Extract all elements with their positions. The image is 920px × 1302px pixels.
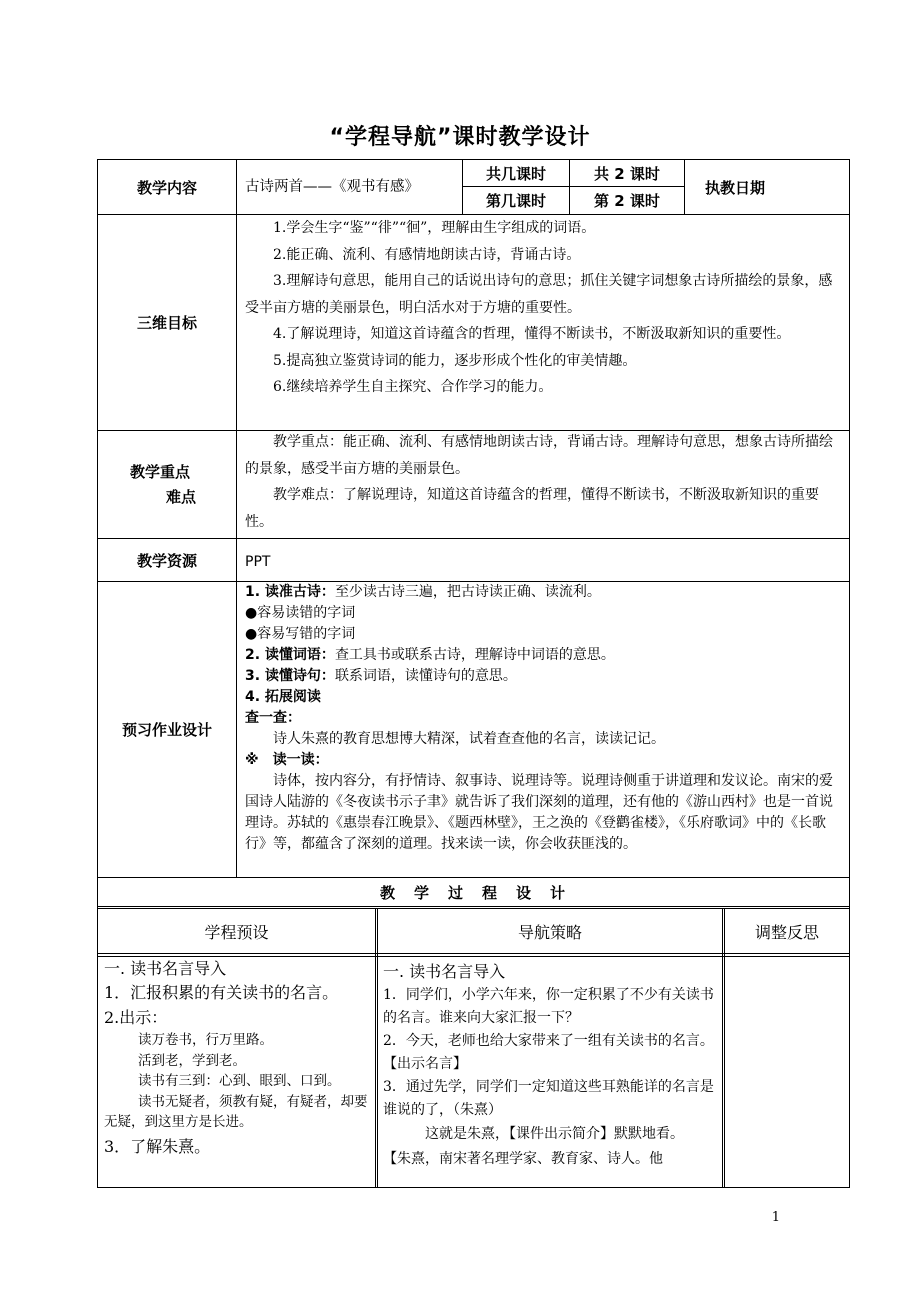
goal-item: 6.继续培养学生自主探究、合作学习的能力。	[273, 379, 553, 395]
goal-item: 3.理解诗句意思，能用自己的话说出诗句的意思；抓住关键字词想象古诗所描绘的景象，感受半亩方塘的美丽景色，明白活水对于方塘的重要性。	[245, 273, 833, 316]
middle-para: 2．今天，老师也给大家带来了一组有关读书的名言。【出示名言】	[383, 1033, 714, 1072]
left-line: 3．了解朱熹。	[104, 1136, 211, 1156]
process-banner: 教 学 过 程 设 计	[379, 883, 567, 902]
goal-item: 1.学会生字“鉴”“徘”“徊”，理解由生字组成的词语。	[273, 220, 596, 236]
keypoint-item: 教学难点：了解说理诗，知道这首诗蕴含的哲理，懂得不断读书，不断汲取新知识的重要性。	[245, 487, 819, 530]
quote: 活到老，学到老。	[138, 1052, 246, 1069]
middle-para: 1．同学们，小学六年来，你一定积累了不少有关读书的名言。谁来向大家汇报一下？	[383, 987, 714, 1026]
quote: 读书有三到：心到、眼到、口到。	[138, 1073, 341, 1089]
col-header-strategy: 导航策略	[517, 922, 582, 942]
goals-list	[245, 215, 841, 401]
left-line: 2.出示：	[104, 1008, 168, 1027]
preview-item3-text: 联系词语，读懂诗句的意思。	[334, 668, 517, 684]
preview-check-text: 诗人朱熹的教育思想博大精深，试着查查他的名言，读读记记。	[273, 731, 665, 747]
left-line: 1．汇报积累的有关读书的名言。	[104, 983, 339, 1002]
content-value: 古诗两首——《观书有感》	[245, 179, 419, 195]
middle-para: 这就是朱熹，【课件出示简介】默默地看。	[425, 1126, 684, 1142]
keypoints-text	[245, 429, 841, 535]
goal-item: 4.了解说理诗，知道这首诗蕴含的哲理，懂得不断读书，不断汲取新知识的重要性。	[273, 326, 791, 342]
preview-bullet: ●容易写错的字词	[245, 626, 356, 642]
preview-read-head: ※ 读一读：	[245, 752, 329, 768]
goal-item: 2.能正确、流利、有感情地朗读古诗，背诵古诗。	[273, 246, 581, 263]
preview-item3-head: 3. 读懂诗句：	[245, 668, 335, 684]
preview-check-head: 查一查：	[245, 710, 301, 726]
middle-para: 3．通过先学，同学们一定知道这些耳熟能详的名言是谁说的了，（朱熹）	[383, 1079, 714, 1118]
page-number: 1	[771, 1210, 780, 1225]
preview-item2-text: 查工具书或联系古诗，理解诗中词语的意思。	[334, 647, 615, 663]
middle-para: 【朱熹，南宋著名理学家、教育家、诗人。他	[383, 1151, 663, 1167]
goal-item: 5.提高独立鉴赏诗词的能力，逐步形成个性化的审美情趣。	[273, 352, 637, 369]
preview-item1-text: 至少读古诗三遍，把古诗读正确、读流利。	[334, 584, 601, 600]
keypoints-label	[98, 460, 236, 510]
process-left	[104, 958, 370, 1161]
keypoints-label-1: 教学重点	[130, 463, 191, 481]
preview-read-text: 诗体，按内容分，有抒情诗、叙事诗、说理诗等。说理诗侧重于讲道理和发议论。南宋的爱国诗人陆游的《冬夜读书示子聿》就告诉了我们深刻的道理，还有他的《游山西村》也是一首说理诗。苏轼的《惠崇春江晚景》、《题西林壁》，王之涣的《登鹳雀楼》，《乐府歌词》中的《长歌行》等，都蕴含了深刻的道理。找来读一读，你会收获匪浅的。	[245, 773, 833, 852]
preview-item4-head: 4. 拓展阅读	[245, 689, 321, 705]
resources-value: PPT	[245, 554, 271, 570]
preview-bullet: ●容易读错的字词	[245, 605, 356, 621]
teaching-date-label: 执教日期	[704, 178, 765, 197]
current-lesson-label: 第几课时	[485, 192, 546, 210]
total-lessons-label: 共几课时	[485, 164, 546, 183]
quote: 读书无疑者，须教有疑，有疑者，却要无疑，到这里方是长进。	[104, 1093, 368, 1130]
col-header-reflection: 调整反思	[754, 922, 819, 942]
current-lesson-value: 第 2 课时	[594, 192, 660, 210]
content-label: 教学内容	[136, 178, 197, 197]
col-header-learning: 学程预设	[204, 922, 269, 942]
middle-heading: 一. 读书名言导入	[383, 962, 506, 981]
keypoints-label-2: 难点	[166, 488, 197, 506]
left-heading: 一. 读书名言导入	[104, 959, 227, 978]
preview-label: 预习作业设计	[121, 721, 212, 739]
page-title: “学程导航”课时教学设计	[329, 125, 591, 150]
preview-item2-head: 2. 读懂词语：	[245, 647, 335, 663]
total-lessons-value: 共 2 课时	[594, 164, 660, 183]
resources-label: 教学资源	[136, 551, 197, 570]
goals-label: 三维目标	[136, 314, 197, 332]
preview-item1-head: 1. 读准古诗：	[245, 584, 335, 600]
process-middle	[383, 960, 717, 1172]
quote: 读万卷书，行万里路。	[138, 1032, 273, 1048]
preview-content	[245, 582, 845, 855]
keypoint-item: 教学重点：能正确、流利、有感情地朗读古诗，背诵古诗。理解诗句意思，想象古诗所描绘的景象，感受半亩方塘的美丽景色。	[245, 434, 833, 477]
